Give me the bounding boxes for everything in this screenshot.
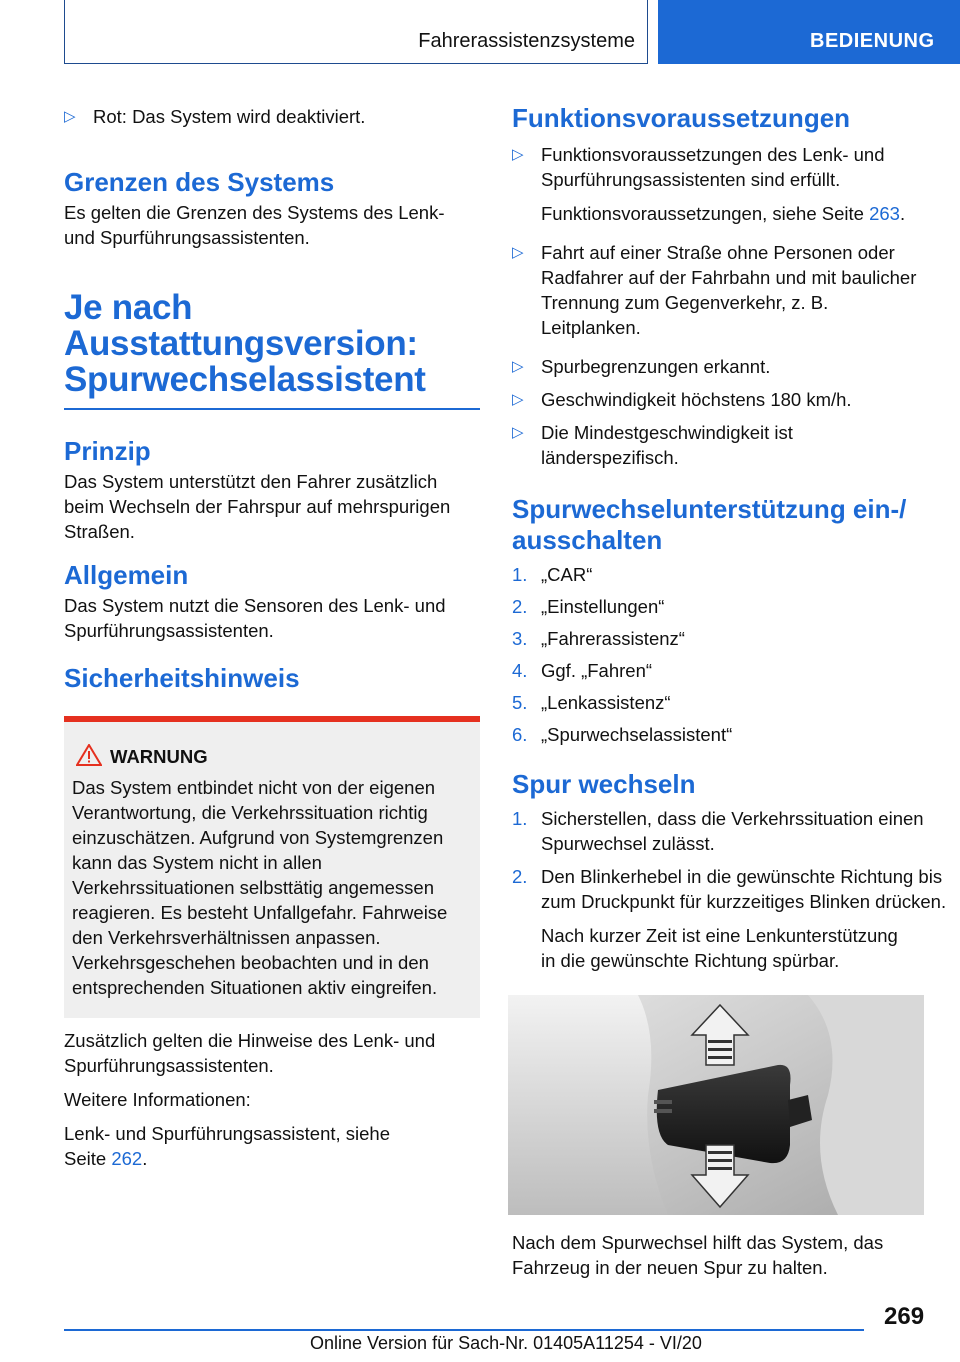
left-column <box>64 104 480 1171</box>
lever-illustration <box>508 995 924 1215</box>
heading-grenzen: Grenzen des Systems <box>64 167 335 197</box>
step-item <box>512 594 928 619</box>
bullet-funktion-3 <box>512 387 928 412</box>
bullet-triangle-icon: ▷ <box>512 391 524 408</box>
funktion-reference-page-link[interactable]: 263 <box>869 203 900 224</box>
bullet-triangle-icon: ▷ <box>512 358 524 375</box>
bullet-text: Rot: Das System wird deaktiviert. <box>93 106 366 127</box>
header-chapter-tab[interactable] <box>658 0 960 64</box>
heading-allgemein: Allgemein <box>64 559 189 590</box>
step-number: 1. <box>512 564 528 585</box>
right-column <box>512 103 947 973</box>
page-number: 269 <box>884 1303 925 1330</box>
warning-box <box>64 716 480 1018</box>
bullet-text: Fahrt auf einer Straße ohne Personen oder Radfahrer auf der Fahrbahn und mit baulicher Trennung zum Gegenverkehr, z. B. Leitplanken. <box>541 242 917 338</box>
paragraph-zusatz: Zusätzlich gelten die Hinweise des Lenk- und Spurführungsassistenten. <box>64 1029 436 1076</box>
bullet-funktion-4 <box>512 420 928 470</box>
bullet-text: Geschwindigkeit höchstens 180 km/h. <box>541 389 852 410</box>
step-number: 4. <box>512 660 528 681</box>
step-number: 6. <box>512 724 528 745</box>
bullet-funktion-2 <box>512 354 928 379</box>
warning-text: Das System entbindet nicht von der eigenen Verantwortung, die Verkehrssituation richtig einzuschätzen. Aufgrund von Systemgrenzen kann das System nicht in allen Verkehrssituationen selbsttätig angemessen reagieren. Es besteht Unfallgefahr. Fahrweise den Verkehrsverhältnissen anpassen. Verkehrsgeschehen beobachten und in den entsprechenden Situationen aktiv eingreifen. <box>72 776 448 998</box>
step-text: Ggf. „Fahren“ <box>541 660 653 681</box>
funktion-reference-end: . <box>899 203 906 224</box>
header-section-box <box>64 0 648 64</box>
spur-step-item <box>512 864 960 914</box>
header-section-title: Fahrerassistenzsysteme <box>418 30 635 52</box>
heading-funktion: Funktionsvoraussetzungen <box>512 103 851 133</box>
funktion-reference-text: Funktionsvoraussetzungen, siehe Seite <box>541 203 870 224</box>
reference-text: Lenk- und Spurführungsassistent, siehe Seite <box>64 1122 391 1169</box>
step-item <box>512 562 928 587</box>
header-chapter-title: BEDIENUNG <box>810 30 935 52</box>
step-item <box>512 658 928 683</box>
heading-main-line-2: Ausstattungsversion: <box>64 324 418 363</box>
heading-main-line-3: Spurwechselassistent <box>64 360 426 399</box>
step-number: 5. <box>512 692 528 713</box>
bullet-rot <box>64 104 480 129</box>
heading-unterstuetzung-line-2: ausschalten <box>512 525 663 555</box>
spur-step-note: Nach kurzer Zeit ist eine Lenkunterstützung in die gewünschte Richtung spürbar. <box>541 925 898 971</box>
bullet-triangle-icon: ▷ <box>512 146 524 163</box>
step-text: Den Blinkerhebel in die gewünschte Richtung bis zum Druckpunkt für kurzzeitiges Blinken drücken. <box>541 866 947 912</box>
bullet-triangle-icon: ▷ <box>64 108 76 125</box>
bullet-text: Funktionsvoraussetzungen des Lenk- und Spurführungsassistenten sind erfüllt. <box>541 144 885 190</box>
bullet-text: Die Mindestgeschwindigkeit ist länderspezifisch. <box>541 422 793 468</box>
bullet-text: Spurbegrenzungen erkannt. <box>541 356 771 377</box>
bullet-funktion-1 <box>512 240 928 340</box>
step-item <box>512 722 928 747</box>
step-number: 2. <box>512 596 528 617</box>
bullet-triangle-icon: ▷ <box>512 244 524 261</box>
step-text: „Lenkassistenz“ <box>541 692 671 713</box>
heading-main-line-1: Je nach <box>64 288 193 327</box>
footer-rule <box>64 1329 864 1331</box>
step-number: 3. <box>512 628 528 649</box>
warning-triangle-icon <box>76 744 102 766</box>
warning-label: WARNUNG <box>110 745 208 767</box>
reference-end: . <box>142 1147 148 1169</box>
step-number: 1. <box>512 808 528 829</box>
paragraph-reference <box>64 1121 414 1171</box>
heading-sicherheit: Sicherheitshinweis <box>64 662 300 693</box>
spur-step-item <box>512 806 928 856</box>
turn-signal-lever-image <box>508 995 924 1215</box>
heading-prinzip: Prinzip <box>64 435 151 466</box>
bullet-funktion-0 <box>512 142 928 192</box>
step-item <box>512 626 928 651</box>
paragraph-weitere: Weitere Informationen: <box>64 1088 251 1110</box>
step-text: Sicherstellen, dass die Verkehrssituation einen Spurwechsel zulässt. <box>541 808 924 854</box>
step-number: 2. <box>512 866 528 887</box>
reference-page-link[interactable]: 262 <box>111 1147 143 1169</box>
paragraph-prinzip: Das System unterstützt den Fahrer zusätzlich beim Wechseln der Fahrspur auf mehrspurigen Straßen. <box>64 470 451 542</box>
bullet-triangle-icon: ▷ <box>512 424 524 441</box>
heading-unterstuetzung-line-1: Spurwechselunterstützung ein-/ <box>512 494 907 524</box>
heading-spur-wechseln: Spur wechseln <box>512 769 696 799</box>
paragraph-after-image: Nach dem Spurwechsel hilft das System, das Fahrzeug in der neuen Spur zu halten. <box>512 1232 884 1278</box>
step-item <box>512 690 928 715</box>
warning-title <box>72 744 472 769</box>
funktion-reference <box>512 201 928 226</box>
step-text: „Spurwechselassistent“ <box>541 724 733 745</box>
footer-online-version: Online Version für Sach-Nr. 01405A11254 - VI/20 <box>310 1333 702 1353</box>
step-text: „CAR“ <box>541 564 593 585</box>
step-text: „Einstellungen“ <box>541 596 665 617</box>
paragraph-allgemein: Das System nutzt die Sensoren des Lenk- und Spurführungsassistenten. <box>64 594 446 641</box>
paragraph-grenzen: Es gelten die Grenzen des Systems des Lenk- und Spurführungsassistenten. <box>64 202 445 248</box>
step-text: „Fahrerassistenz“ <box>541 628 685 649</box>
